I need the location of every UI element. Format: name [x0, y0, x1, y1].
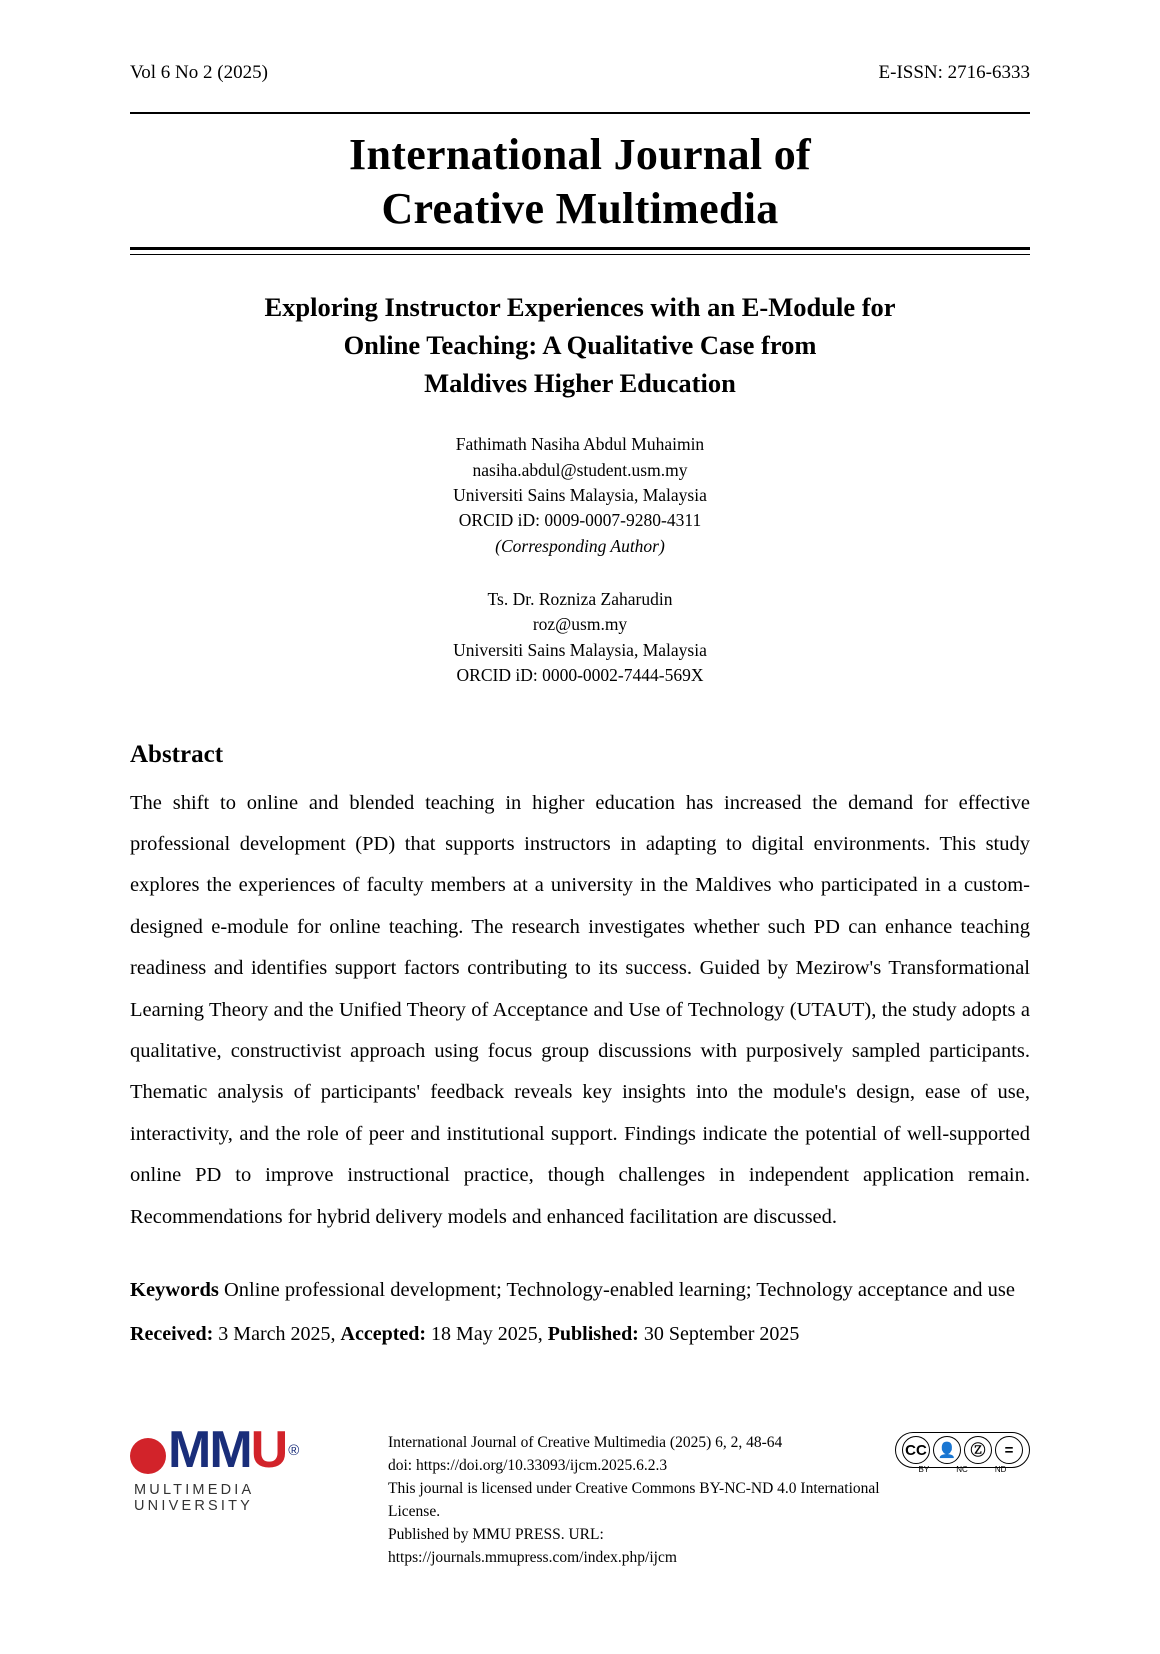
mmu-logo	[130, 1420, 370, 1514]
volume-issue: Vol 6 No 2 (2025)	[130, 62, 268, 83]
author-entry	[130, 587, 1030, 689]
publisher-line[interactable]: Published by MMU PRESS. URL: https://journals.mmupress.com/index.php/ijcm	[388, 1525, 677, 1566]
mmu-wordmark-icon: M M U ®	[130, 1424, 370, 1476]
article-title-line-1: Exploring Instructor Experiences with an E-Module for	[264, 292, 896, 323]
keywords-value: Online professional development; Technology-enabled learning; Technology acceptance and use	[223, 1279, 1015, 1302]
cc-by-icon: 👤	[933, 1436, 961, 1464]
corresponding-author-note: (Corresponding Author)	[495, 535, 665, 556]
running-head	[130, 62, 1030, 84]
citation-line: International Journal of Creative Multimedia (2025) 6, 2, 48-64	[388, 1434, 783, 1451]
author-name: Ts. Dr. Rozniza Zaharudin	[487, 589, 673, 610]
published-label: Published:	[547, 1322, 639, 1345]
abstract-body: The shift to online and blended teaching in higher education has increased the demand for effective professional development (PD) that supports instructors in adapting to digital environments. This study explores the experiences of faculty members at a university in the Maldives who participated in a custom-designed e-module for online teaching. The research investigates whether such PD can enhance teaching readiness and identifies support factors contributing to its success. Guided by Mezirow's Transformational Learning Theory and the Unified Theory of Acceptance and Use of Technology (UTAUT), the study adopts a qualitative, constructivist approach using focus group discussions with purposively sampled participants. Thematic analysis of participants' feedback reveals key insights into the module's design, ease of use, interactivity, and the role of peer and institutional support. Findings indicate the potential of well-supported online PD to improve instructional practice, though challenges in independent application remain. Recommendations for hybrid delivery models and enhanced facilitation are discussed.	[130, 791, 1030, 1228]
doi-line[interactable]: doi: https://doi.org/10.33093/ijcm.2025.6.2.3	[388, 1456, 668, 1474]
license-line: This journal is licensed under Creative Commons BY-NC-ND 4.0 International License.	[388, 1479, 880, 1520]
cc-badge-box	[895, 1432, 1030, 1468]
masthead-bottom-rule	[130, 247, 1030, 255]
masthead-top-rule	[130, 112, 1030, 114]
received-value: 3 March 2025,	[218, 1322, 336, 1345]
author-affiliation: Universiti Sains Malaysia, Malaysia	[453, 639, 707, 660]
author-email[interactable]: roz@usm.my	[532, 614, 628, 635]
journal-title-line-2: Creative Multimedia	[381, 183, 779, 233]
author-orcid: ORCID iD: 0000-0002-7444-569X	[456, 665, 704, 686]
cc-icon: CC	[902, 1436, 930, 1464]
author-affiliation: Universiti Sains Malaysia, Malaysia	[453, 484, 707, 505]
cc-label-nc: NC	[956, 1465, 968, 1474]
author-email[interactable]: nasiha.abdul@student.usm.my	[472, 459, 688, 480]
abstract-heading: Abstract	[130, 740, 224, 768]
registered-mark: ®	[288, 1441, 298, 1459]
cc-nc-icon: Ⓩ	[964, 1436, 992, 1464]
page-footer	[130, 1420, 1030, 1570]
received-label: Received:	[130, 1322, 214, 1345]
keywords-label: Keywords	[130, 1279, 219, 1302]
issn: E-ISSN: 2716-6333	[878, 62, 1030, 83]
author-list	[130, 432, 1030, 688]
article-title	[130, 289, 1030, 402]
accepted-value: 18 May 2025,	[431, 1322, 543, 1345]
creative-commons-badge[interactable]	[895, 1420, 1030, 1474]
journal-title-line-1: International Journal of	[349, 130, 811, 179]
cc-badge-labels	[895, 1465, 1030, 1474]
author-name: Fathimath Nasiha Abdul Muhaimin	[455, 434, 705, 455]
footer-citation-block	[370, 1420, 895, 1570]
accepted-label: Accepted:	[340, 1322, 427, 1345]
cc-nd-icon: =	[995, 1436, 1023, 1464]
publication-dates	[130, 1318, 1030, 1350]
article-title-line-2: Online Teaching: A Qualitative Case from	[343, 329, 817, 360]
journal-title	[130, 128, 1030, 235]
mmu-subtitle: MULTIMEDIA UNIVERSITY	[134, 1482, 254, 1514]
page-content	[130, 0, 1030, 1350]
author-orcid: ORCID iD: 0009-0007-9280-4311	[458, 510, 702, 531]
mmu-dot-icon	[130, 1438, 166, 1474]
article-title-line-3: Maldives Higher Education	[424, 367, 736, 398]
published-value: 30 September 2025	[643, 1322, 800, 1345]
author-entry	[130, 432, 1030, 559]
cc-label-by: BY	[918, 1465, 930, 1474]
cc-label-nd: ND	[994, 1465, 1007, 1474]
keywords	[130, 1272, 1030, 1310]
